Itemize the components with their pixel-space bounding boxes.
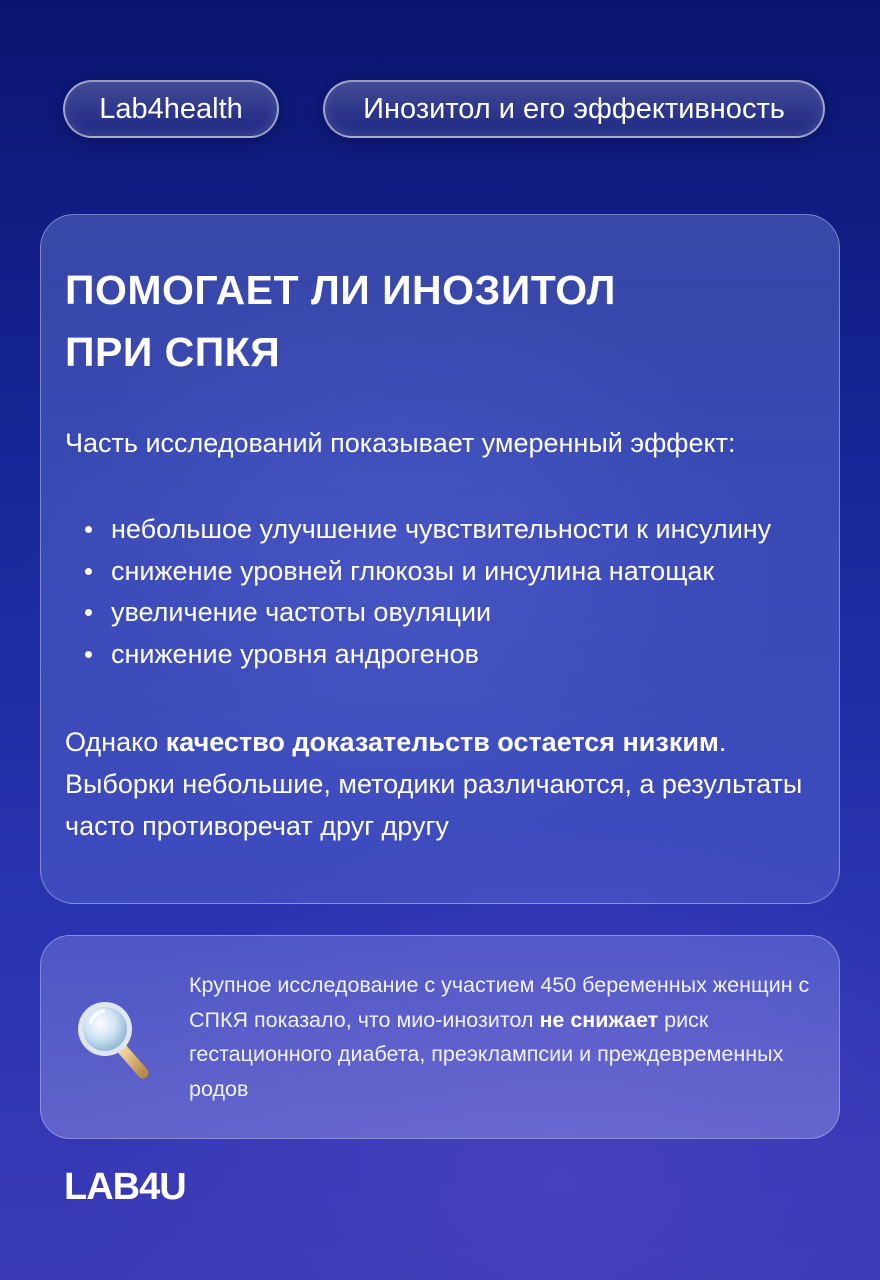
bullet-dot-icon	[85, 609, 92, 616]
study-note-card	[40, 935, 840, 1139]
topic-pill-label: Инозитол и его эффективность	[363, 92, 785, 125]
list-item	[65, 592, 815, 634]
list-item-text: снижение уровня андрогенов	[111, 638, 479, 669]
study-note-text	[189, 968, 819, 1106]
list-item-text: снижение уровней глюкозы и инсулина натощак	[111, 555, 715, 586]
list-item	[65, 551, 815, 593]
list-item	[65, 634, 815, 676]
conclusion-emphasis: качество доказательств остается низким	[165, 727, 719, 757]
effects-list	[65, 509, 815, 675]
lab4u-logo: LAB4U	[64, 1166, 186, 1208]
card-conclusion	[65, 721, 815, 847]
bullet-dot-icon	[85, 526, 92, 533]
card-title-line1: ПОМОГАЕТ ЛИ ИНОЗИТОЛ	[65, 267, 616, 313]
note-text-suffix: риск гестационного диабета, преэклампсии и преждевременных родов	[189, 1007, 784, 1101]
bullet-dot-icon	[85, 651, 92, 658]
note-text-prefix: Крупное исследование с участием 450 беременных женщин с СПКЯ показало, что мио-инозитол	[189, 973, 810, 1032]
list-item-text: небольшое улучшение чувствительности к инсулину	[111, 514, 772, 544]
brand-pill-label: Lab4health	[99, 92, 243, 125]
list-item-text: увеличение частоты овуляции	[111, 597, 492, 627]
conclusion-prefix: Однако	[65, 727, 166, 757]
card-title	[65, 259, 815, 383]
magnifying-glass-icon	[73, 996, 153, 1080]
card-title-line2: ПРИ СПКЯ	[65, 329, 281, 375]
main-card	[40, 214, 840, 904]
list-item	[65, 509, 815, 551]
note-text-emphasis: не снижает	[539, 1007, 659, 1032]
card-intro: Часть исследований показывает умеренный эффект:	[65, 428, 736, 458]
brand-pill	[63, 80, 279, 138]
conclusion-suffix: . Выборки небольшие, методики различаются, а результаты часто противоречат друг другу	[65, 727, 803, 841]
topic-pill	[323, 80, 825, 138]
bullet-dot-icon	[85, 568, 92, 575]
